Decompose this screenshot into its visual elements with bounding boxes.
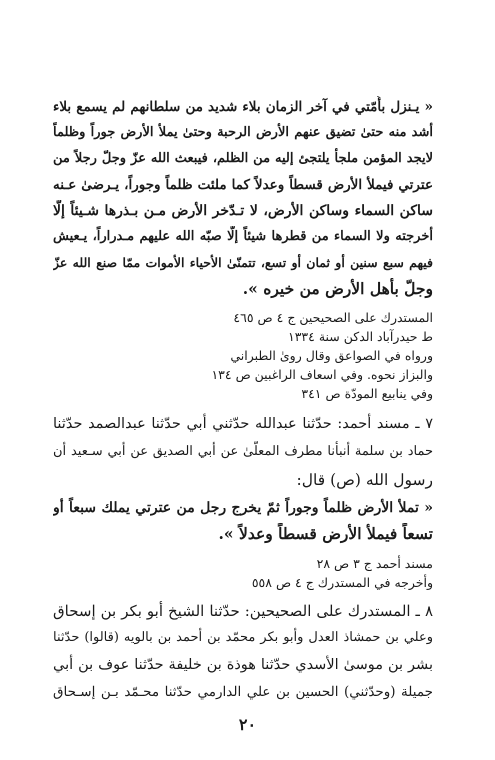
reference-7: وأخرجه في المستدرك ج ٤ ص ٥٥٨ [251, 575, 433, 590]
reference-1: المستدرك على الصحيحين ج ٤ ص ٤٦٥ [233, 310, 433, 325]
reference-4: والبزاز نحوه. وفي اسعاف الراغبين ص ١٣٤ [211, 367, 433, 382]
reference-3: ورواه في الصواعق وقال روىٰ الطبراني [230, 348, 433, 363]
paragraph-1-line-6: أخرجته ولا السماء من قطرها شيئاً إلّا صبّه الله عليهم مـدراراً، يـعيش [53, 229, 433, 244]
section-8-line-2: وعلي بن حمشاذ العدل وأبو بكر محمّد بن أحمد بن بالويه (قالوا) حدّثنا [53, 630, 433, 645]
section-8-line-1: ٨ ـ المستدرك على الصحيحين: حدّثنا الشيخ أبو بكر بن إسحاق [53, 602, 433, 620]
paragraph-1-line-3: لايجد المؤمن ملجأ يلتجئ إليه من الظلم، فيبعث الله عزّ وجلّ رجلاً من [53, 151, 433, 166]
paragraph-1-line-1: « يـنزل بأُمّتي في آخر الزمان بلاء شديد من سلطانهم لم يسمع بلاء [53, 99, 433, 115]
reference-6: مسند أحمد ج ٣ ص ٢٨ [316, 556, 433, 571]
section-8-line-3: بشر بن موسىٰ الأسدي حدّثنا هوذة بن خليفة حدّثنا عوف بن أبي [53, 657, 433, 673]
section-7-line-2: حماد بن سلمة أنبأنا مطرف المعلّىٰ عن أبي الصديق عن أبي سـعيد أن [53, 444, 433, 459]
paragraph-1-line-7: فيهم سبع سنين أو ثمان أو تسع، تتمنّىٰ الأحياء الأموات ممّا صنع الله عزّ [53, 255, 433, 270]
paragraph-1-line-2: أشد منه حتىٰ تضيق عنهم الأرض الرحبة وحتىٰ يملأ الأرض جوراً وظلماً [53, 125, 433, 140]
section-7-quote-line-1: « تملأ الأرض ظلماً وجوراً ثمّ يخرج رجل من عترتي يملك سبعاً أو [53, 500, 433, 516]
section-8-line-4: جميلة (وحدّثني) الحسين بن علي الدارمي حدّثنا محـمّد بـن إسـحاق [53, 684, 433, 700]
reference-5: وفي ينابيع المودّة ص ٣٤١ [301, 386, 433, 401]
section-7-line-1: ٧ ـ مسند أحمد: حدّثنا عبدالله حدّثني أبي حدّثنا عبدالصمد حدّثنا [53, 416, 433, 432]
reference-2: ط حيدرآباد الدكن سنة ١٣٣٤ [288, 329, 433, 344]
section-7-quote-line-2: تسعاً فيملأ الأرض قسطاً وعدلاً ». [218, 524, 433, 543]
page-number: ٢٠ [238, 715, 257, 734]
paragraph-1-line-5: ساكن السماء وساكن الأرض، لا تـدّخر الأرض مـن بـذرها شـيئاً إلّا [53, 203, 433, 219]
paragraph-1-line-8: وجلّ بأهل الأرض من خيره ». [242, 279, 433, 298]
paragraph-1-line-4: عترتي فيملأ الأرض قسطاً وعدلاً كما ملئت ظلماً وجوراً، يـرضىٰ عـنه [53, 177, 433, 193]
section-7-line-3: رسول الله (ص) قال: [296, 471, 433, 489]
